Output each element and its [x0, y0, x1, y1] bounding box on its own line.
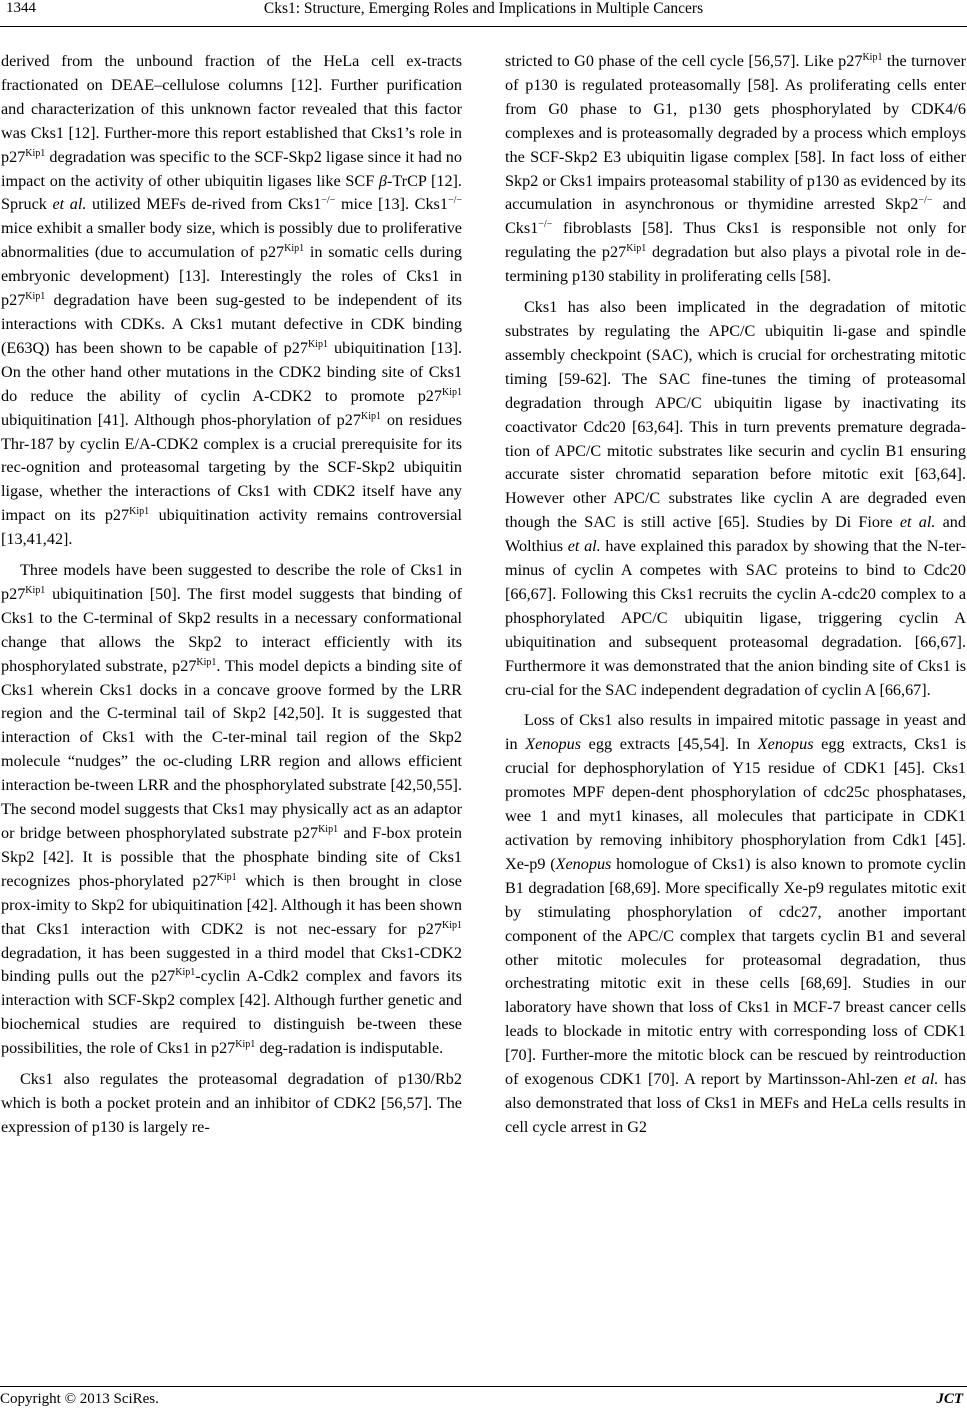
text-run: the turnover of p130 is regulated proteasomally [58]. As proliferating cells enter from G0 phase to G1, p130 gets phosphorylated by CDK4/6 complexes and is proteasomally degraded by a process which employs the SCF-Skp2 E3 ubiquitin ligase complex [58]. In fact loss of either Skp2 or Cks1 impairs proteasomal stability of p130 as evidenced by its accumulation in asynchronous or thymidine arrested Skp2	[505, 52, 966, 214]
text-run: fibroblasts [58]. Thus Cks1 is responsible not only for regulating the p27	[505, 219, 966, 262]
text-run: and F-box protein Skp2 [42]. It is possible that the phosphate binding site of Cks1 recognizes phos-phorylated p27	[1, 824, 462, 890]
text-run: and Cks1	[505, 195, 966, 238]
text-run: -TrCP [12]. Spruck	[1, 171, 462, 214]
superscript-text: Kip1	[442, 919, 462, 931]
text-run: and Wolthius	[505, 513, 966, 556]
text-run: ubiquitination activity remains controversial [13,41,42].	[1, 506, 462, 549]
italic-text: et al.	[567, 537, 601, 556]
italic-text: et al.	[52, 195, 87, 214]
text-run: degradation was specific to the SCF-Skp2 ligase since it had no impact on the activity of other ubiquitin ligases like SCF	[1, 147, 462, 190]
text-run: Loss of Cks1 also results in impaired mitotic passage in yeast and in	[505, 711, 966, 754]
copyright-notice: Copyright © 2013 SciRes.	[0, 1391, 159, 1407]
italic-text: Xenopus	[555, 854, 612, 873]
text-run: has also demonstrated that loss of Cks1 in MEFs and HeLa cells results in cell cycle arrest in G2	[505, 1070, 966, 1136]
superscript-text: −/−	[538, 219, 553, 231]
superscript-text: Kip1	[626, 243, 647, 255]
text-run: which is then brought in close prox-imity to Skp2 for ubiquitination [42]. Although it has been shown that Cks1 interaction with CDK2 is not nec-essary for p27	[1, 871, 462, 938]
text-run: utilized MEFs de-rived from Cks1	[86, 195, 322, 214]
body-paragraph	[505, 709, 966, 1139]
superscript-text: Kip1	[25, 291, 46, 303]
superscript-text: Kip1	[25, 584, 46, 596]
running-title: Cks1: Structure, Emerging Roles and Implications in Multiple Cancers	[263, 0, 704, 17]
text-run: ubiquitination [13]. On the other hand other mutations in the CDK2 binding site of Cks1 do reduce the ability of cyclin A-CDK2 to promote p27	[1, 338, 463, 405]
body-paragraph	[1, 1068, 462, 1140]
text-run: Cks1 has also been implicated in the degradation of mitotic substrates by regulating the APC/C ubiquitin li-gase and spindle assembly checkpoint (SAC), which is crucial for orchestrating mitotic timing [59-62]. The SAC fine-tunes the timing of proteasomal degradation through APC/C ubiquitin ligase by inactivating its coactivator Cdc20 [63,64]. This in turn prevents premature degrada-tion of APC/C mitotic substrates like securin and cyclin B1 ensuring accurate sister chromatid separation before mitotic exit [63,64]. However other APC/C substrates like cyclin A are degraded even though the SAC is still active [65]. Studies by Di Fiore	[505, 298, 966, 532]
text-run: degradation have been sug-gested to be independent of its interactions with CDKs. A Cks1 mutant defective in CDK binding (E63Q) has been shown to be capable of p27	[1, 291, 462, 357]
italic-text: Xenopus	[757, 735, 814, 754]
text-run: deg-radation is indisputable.	[255, 1039, 444, 1058]
text-run: mice exhibit a smaller body size, which is possibly due to proliferative abnormalities (due to accumulation of p27	[1, 219, 462, 262]
text-run: ubiquitination [41]. Although phos-phorylation of p27	[1, 410, 361, 429]
text-run: -cyclin A-Cdk2 complex and favors its interaction with SCF-Skp2 complex [42]. Although further genetic and biochemical studies are required to distinguish be-tween these possibilities, the role of Cks1 in p27	[1, 967, 463, 1058]
body-paragraph	[505, 296, 966, 702]
right-text-column	[505, 50, 966, 1140]
text-run: stricted to G0 phase of the cell cycle [56,57]. Like p27	[505, 52, 863, 70]
text-run: Three models have been suggested to describe the role of Cks1 in p27	[1, 561, 462, 603]
superscript-text: Kip1	[25, 147, 46, 159]
superscript-text: Kip1	[175, 967, 196, 979]
superscript-text: −/−	[321, 195, 336, 207]
superscript-text: Kip1	[129, 506, 150, 518]
text-run: mice [13]. Cks1	[335, 195, 448, 214]
italic-text: et al.	[904, 1070, 939, 1089]
page-number: 1344	[6, 0, 36, 16]
text-run: degradation but also plays a pivotal role in de-termining p130 stability in proliferating cells [58].	[505, 243, 966, 286]
superscript-text: Kip1	[307, 338, 328, 350]
text-run: homologue of Cks1) is also known to promote cyclin B1 degradation [68,69]. More specifically Xe-p9 regulates mitotic exit by stimulating phosphorylation of cdc27, another important component of the APC/C complex that targets cyclin B1 and several other mitotic molecules for proteasomal degradation, thus orchestrating mitotic exit in these cells [68,69]. Studies in our laboratory have shown that loss of Cks1 in MCF-7 breast cancer cells leads to blockade in mitotic entry with corresponding loss of CDK1 [70]. Further-more the mitotic block can be rescued by reintroduction of exogenous CDK1 [70]. A report by Martinsson-Ahl-zen	[505, 854, 967, 1089]
superscript-text: Kip1	[360, 410, 381, 422]
text-run: egg extracts [45,54]. In	[581, 735, 758, 754]
text-run: ubiquitination [50]. The first model suggests that binding of Cks1 to the C-terminal of Skp2 results in a necessary conformational change that allows the Skp2 to interact efficiently with its phosphorylated substrate, p27	[1, 584, 462, 675]
left-text-column	[1, 50, 462, 1140]
superscript-text: Kip1	[284, 243, 305, 255]
superscript-text: Kip1	[216, 871, 237, 883]
footer-rule	[0, 1386, 967, 1387]
header-rule	[0, 26, 967, 27]
body-paragraph	[1, 50, 462, 552]
body-paragraph	[505, 50, 966, 289]
text-run: derived from the unbound fraction of the HeLa cell ex-tracts fractionated on DEAE–cellulose columns [12]. Further purification and characterization of this unknown factor revealed that this factor was Cks1 [12]. Further-more this report established that Cks1’s role in p27	[1, 52, 462, 166]
body-paragraph	[1, 559, 462, 1061]
superscript-text: Kip1	[196, 656, 217, 668]
text-run: have explained this paradox by showing that the N-ter-minus of cyclin A competes with SAC proteins to bind to Cdc20 [66,67]. Following this Cks1 recruits the cyclin A-cdc20 complex to a phosphorylated APC/C ubiquitin ligase, triggering cyclin A ubiquitination and subsequent proteasomal degradation. [66,67]. Furthermore it was demonstrated that the anion binding site of Cks1 is cru-cial for the SAC independent degradation of cyclin A [66,67].	[505, 537, 966, 699]
superscript-text: Kip1	[442, 386, 462, 398]
page-header	[0, 0, 967, 28]
italic-text: Xenopus	[525, 735, 582, 754]
superscript-text: −/−	[918, 195, 933, 207]
text-run: on residues Thr-187 by cyclin E/A-CDK2 complex is a crucial prerequisite for its rec-ognition and proteasomal targeting by the SCF-Skp2 ubiquitin ligase, whether the interactions of Cks1 with CDK2 itself have any impact on its p27	[1, 410, 462, 525]
text-run: degradation, it has been suggested in a third model that Cks1-CDK2 binding pulls out the p27	[1, 943, 462, 986]
superscript-text: Kip1	[235, 1039, 256, 1051]
superscript-text: Kip1	[318, 824, 339, 835]
italic-text: β	[378, 171, 387, 190]
text-run: . This model depicts a binding site of Cks1 wherein Cks1 docks in a concave groove formed by the LRR region and the C-terminal tail of Skp2 [42,50]. It is suggested that interaction of Cks1 with the C-ter-minal tail region of the Skp2 molecule “nudges” the oc-cluding LRR region and allows efficient interaction be-tween LRR and the phosphorylated substrate [42,50,55]. The second model suggests that Cks1 may physically act as an adaptor or bridge between phosphorylated substrate p27	[1, 656, 462, 842]
text-run: Cks1 also regulates the proteasomal degradation of p130/Rb2 which is both a pocket protein and an inhibitor of CDK2 [56,57]. The expression of p130 is largely re-	[1, 1070, 462, 1136]
text-run: in somatic cells during embryonic development) [13]. Interestingly the roles of Cks1 in p27	[1, 243, 462, 310]
italic-text: et al.	[899, 513, 936, 532]
superscript-text: Kip1	[862, 52, 883, 63]
journal-abbreviation: JCT	[936, 1391, 963, 1407]
text-run: egg extracts, Cks1 is crucial for dephosphorylation of Y15 residue of CDK1 [45]. Cks1 promotes MPF depen-dent phosphorylation of cdc25c phosphatases, wee 1 and myt1 kinases, all molecules that participate in CDK1 activation by removing inhibitory phosphorylation from Cdk1 [45]. Xe-p9 (	[505, 735, 966, 873]
superscript-text: −/−	[447, 195, 463, 207]
